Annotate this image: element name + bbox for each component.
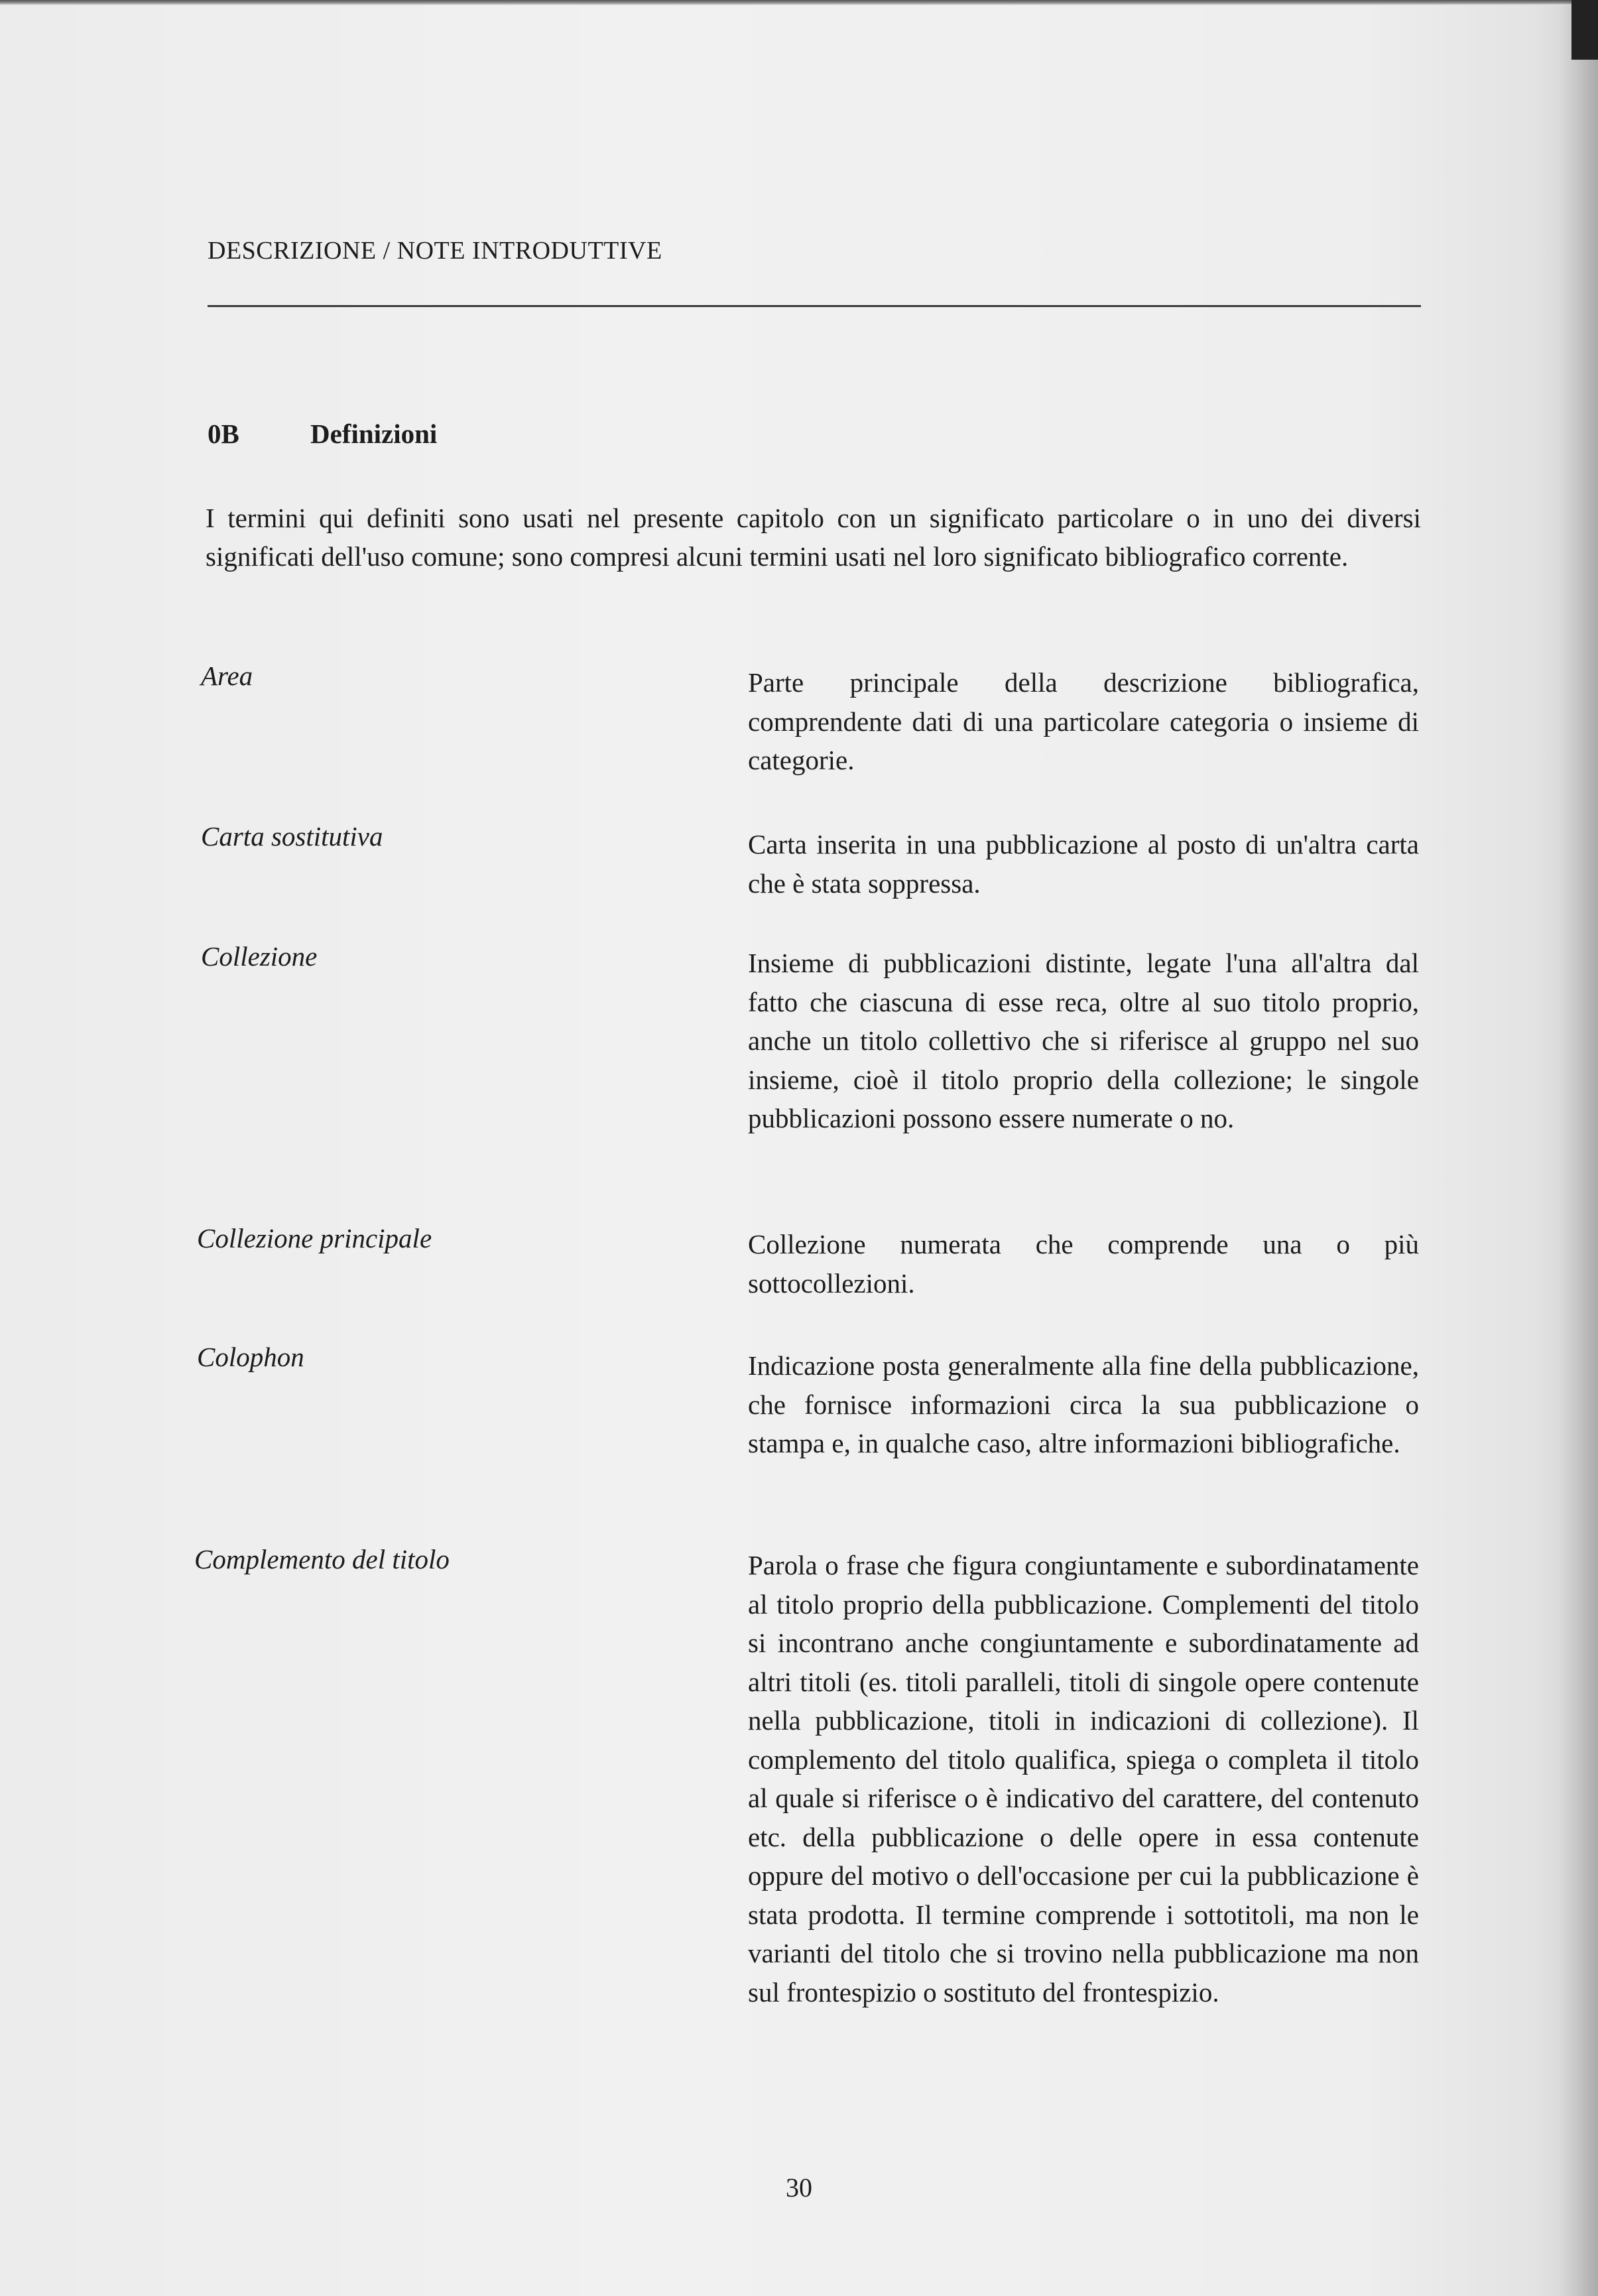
term-area: Area xyxy=(201,661,253,691)
scan-right-edge-shadow xyxy=(1558,0,1598,2296)
term-colophon: Colophon xyxy=(197,1342,304,1372)
term-collezione: Collezione xyxy=(201,941,318,972)
page-number: 30 xyxy=(786,2173,812,2202)
definition-colophon: Indicazione posta generalmente alla fine della pubblicazione, che fornisce informazioni circa la sua pubblicazione o stampa e, in qualche caso, altre informazioni bibliografiche. xyxy=(748,1350,1419,1458)
definition-area: Parte principale della descrizione bibliografica, comprendente dati di una particolare categoria o insieme di categorie. xyxy=(748,667,1419,775)
scan-corner xyxy=(1571,0,1598,60)
section-code: 0B xyxy=(208,418,239,449)
scan-top-edge xyxy=(0,0,1598,5)
term-carta-sostitutiva: Carta sostitutiva xyxy=(201,821,383,852)
intro-paragraph: I termini qui definiti sono usati nel presente capitolo con un significato particolare o in uno dei diversi significati dell'uso comune; sono compresi alcuni termini usati nel loro significato bibliografico corrente. xyxy=(206,503,1421,572)
term-complemento-del-titolo: Complemento del titolo xyxy=(194,1544,450,1574)
definition-carta-sostitutiva: Carta inserita in una pubblicazione al posto di un'altra carta che è stata soppressa. xyxy=(748,829,1419,899)
section-heading xyxy=(208,418,437,450)
section-title: Definizioni xyxy=(310,418,438,449)
show-through-heading xyxy=(988,428,1452,454)
definition-collezione: Insieme di pubblicazioni distinte, legate l'una all'altra dal fatto che ciascuna di esse reca, oltre al suo titolo proprio, anche un titolo collettivo che si riferisce al gruppo nel suo insieme, cioè il titolo proprio della collezione; le singole pubblicazioni possono essere numerate o no. xyxy=(748,948,1419,1133)
running-head: DESCRIZIONE / NOTE INTRODUTTIVE xyxy=(208,237,662,265)
header-rule xyxy=(208,305,1421,307)
term-collezione-principale: Collezione principale xyxy=(197,1223,432,1253)
definition-complemento-del-titolo: Parola o frase che figura congiuntamente e subordinatamente al titolo proprio della pubblicazione. Complementi del titolo si incontrano anche congiuntamente e subordinatamente ad altri titoli (es. titoli paralleli, titoli di singole opere contenute nella pubblicazione, titoli in indicazioni di collezione). Il complemento del titolo qualifica, spiega o completa il titolo al quale si riferisce o è indicativo del carattere, del contenuto etc. della pubblicazione o delle opere in essa contenute oppure del motivo o dell'occasione per cui la pubblicazione è stata prodotta. Il termine comprende i sottotitoli, ma non le varianti del titolo che si trovino nella pubblicazione ma non sul frontespizio o sostituto del frontespizio. xyxy=(748,1550,1419,2008)
definition-collezione-principale: Collezione numerata che comprende una o più sottocollezioni. xyxy=(748,1229,1419,1299)
